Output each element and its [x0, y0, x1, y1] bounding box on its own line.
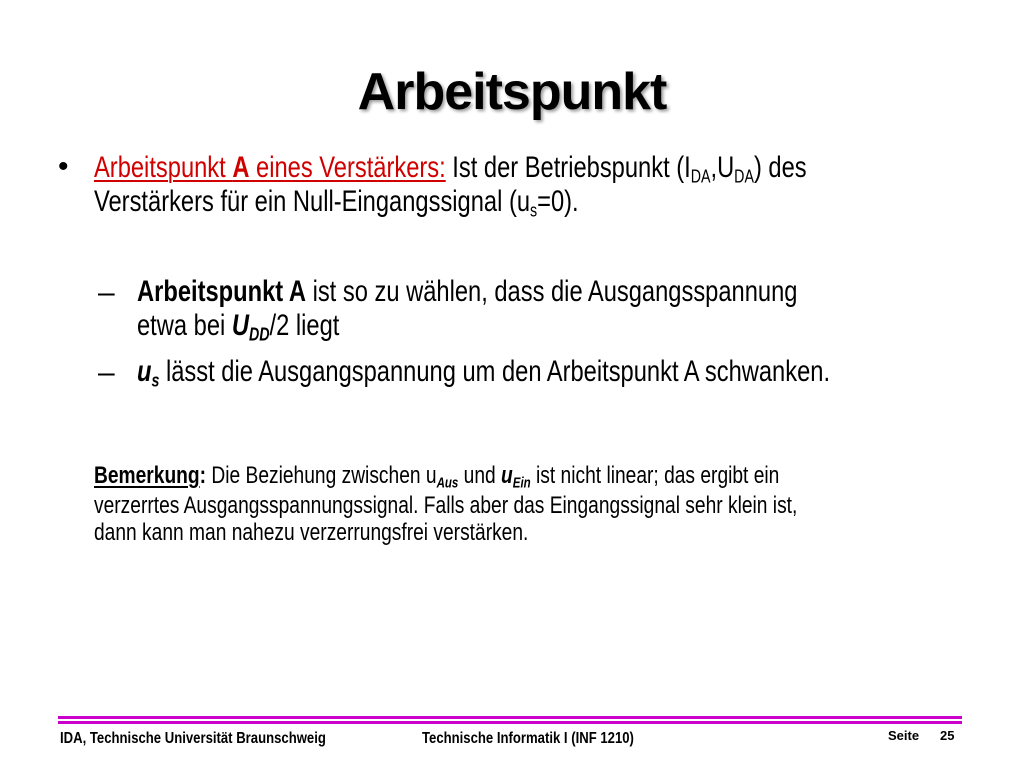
remark-line-1: Bemerkung: Die Beziehung zwischen $u_{Aus}$ und $u_{Ein}$ ist nicht linear; das ergibt ein	[94, 462, 780, 492]
footer-divider-bottom	[58, 721, 962, 724]
remark-line-3: dann kann man nahezu verzerrungsfrei verstärken.	[94, 519, 529, 546]
sub-bullet-1-line-1: Arbeitspunkt A ist so zu wählen, dass die Ausgangsspannung	[137, 275, 798, 308]
remark-line-2: verzerrtes Ausgangsspannungssignal. Falls aber das Eingangssignal sehr klein ist,	[94, 492, 798, 519]
bullet-line-2: Verstärkers für ein Null-Eingangssignal $(u_s=0)$.	[94, 185, 579, 221]
slide-title: Arbeitspunkt	[357, 63, 667, 121]
bullet-dot: •	[58, 150, 69, 183]
footer-page-number: 25	[940, 728, 955, 743]
remark-label: Bemerkung	[94, 462, 200, 489]
footer-course: Technische Informatik I (INF 1210)	[422, 730, 634, 747]
sub-bullet-1-line-2: etwa bei $U_{DD}/2$ liegt	[137, 309, 340, 345]
footer-page-label: Seite	[888, 728, 920, 743]
bullet-line-1: Arbeitspunkt A eines Verstärkers: Ist der Betriebspunkt $(I_{DA},U_{DA})$ des	[94, 151, 807, 187]
footer-institution: IDA, Technische Universität Braunschweig	[60, 730, 326, 747]
sub-bullet-dash-1: –	[98, 276, 115, 309]
definition-term: Arbeitspunkt A eines Verstärkers:	[94, 151, 446, 184]
sub-bullet-dash-2: –	[98, 356, 115, 389]
sub-bullet-2: $u_s$ lässt die Ausgangspannung um den Arbeitspunkt A schwanken.	[137, 355, 831, 391]
footer-divider-top	[58, 716, 962, 719]
